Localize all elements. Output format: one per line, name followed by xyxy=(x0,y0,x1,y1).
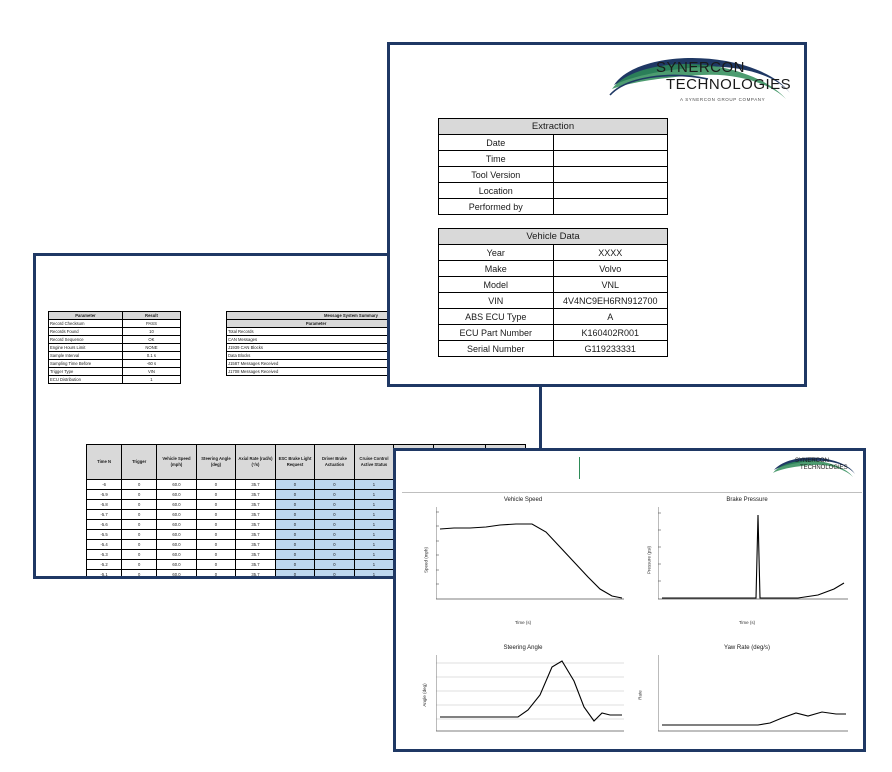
validation-cell: Record Sequence xyxy=(49,336,123,344)
charts-sheet xyxy=(393,448,866,752)
validation-cell: NONE xyxy=(122,344,180,352)
events-cell: 35.7 xyxy=(236,490,276,500)
events-cell: 60.0 xyxy=(157,490,197,500)
table-row xyxy=(439,341,668,357)
chart-plot-area xyxy=(658,655,848,739)
events-cell: 60.0 xyxy=(157,500,197,510)
chart-title: Steering Angle xyxy=(503,645,543,651)
row-value: XXXX xyxy=(553,245,668,261)
synercon-logo-small xyxy=(771,455,857,483)
events-cell: 0 xyxy=(196,560,236,570)
chart-plot-area xyxy=(436,655,624,739)
events-cell: -6 xyxy=(87,480,122,490)
events-cell: 0 xyxy=(122,490,157,500)
events-header-cruise: Cruise Control Active Status xyxy=(354,445,394,480)
events-cell: 1 xyxy=(354,540,394,550)
events-cell: 0 xyxy=(196,480,236,490)
events-cell: 0 xyxy=(196,540,236,550)
extraction-header: Extraction xyxy=(439,119,668,135)
table-row xyxy=(439,135,668,151)
table-row xyxy=(49,328,181,336)
events-cell: 35.7 xyxy=(236,540,276,550)
message-cell: J1708 Messages Received xyxy=(227,368,406,376)
message-summary-title: Message System Summary xyxy=(227,312,476,320)
chart-ylabel: Rate xyxy=(637,690,643,700)
events-cell: -5.3 xyxy=(87,550,122,560)
table-header-row xyxy=(439,229,668,245)
events-cell: 35.7 xyxy=(236,520,276,530)
events-cell: 1 xyxy=(354,560,394,570)
row-label: Year xyxy=(439,245,554,261)
events-cell: 60.0 xyxy=(157,520,197,530)
events-cell: 35.7 xyxy=(236,500,276,510)
events-cell: 0 xyxy=(315,480,355,490)
chart-steering-angle xyxy=(414,643,632,747)
chart-title: Brake Pressure xyxy=(726,497,768,503)
row-label: Serial Number xyxy=(439,341,554,357)
events-cell: -5.8 xyxy=(87,500,122,510)
message-cell: J1939 CAN Blocks xyxy=(227,344,406,352)
synercon-logo xyxy=(608,53,796,115)
events-cell: -5.2 xyxy=(87,560,122,570)
validation-cell: PASS xyxy=(122,320,180,328)
events-header-driver-brake: Driver Brake Actuation xyxy=(315,445,355,480)
events-cell: 0 xyxy=(315,560,355,570)
table-row xyxy=(49,376,181,384)
validation-cell: Records Found xyxy=(49,328,123,336)
events-cell: 0 xyxy=(196,510,236,520)
events-cell: 1 xyxy=(354,490,394,500)
chart-xlabel: Time (s) xyxy=(514,620,532,625)
events-cell: 0 xyxy=(315,530,355,540)
row-value: VNL xyxy=(553,277,668,293)
chart-yaw-rate xyxy=(636,643,858,747)
events-cell: 1 xyxy=(354,480,394,490)
brand-line2: TECHNOLOGIES xyxy=(800,465,848,471)
events-cell: 0 xyxy=(196,530,236,540)
events-cell: 0 xyxy=(196,550,236,560)
events-cell: 35.7 xyxy=(236,550,276,560)
horizontal-divider xyxy=(402,492,862,493)
chart-plot-area xyxy=(658,507,848,609)
table-row xyxy=(49,368,181,376)
table-row xyxy=(439,167,668,183)
message-cell: J1587 Messages Received xyxy=(227,360,406,368)
events-cell: 60.0 xyxy=(157,530,197,540)
validation-cell: 10 xyxy=(122,328,180,336)
events-cell: -5.7 xyxy=(87,510,122,520)
chart-title: Yaw Rate (deg/s) xyxy=(724,645,770,651)
chart-plot-area xyxy=(436,507,624,609)
vehicle-header: Vehicle Data xyxy=(439,229,668,245)
events-cell: 0 xyxy=(315,490,355,500)
row-label: Tool Version xyxy=(439,167,554,183)
row-value xyxy=(553,135,668,151)
validation-cell: 0.1 s xyxy=(122,352,180,360)
events-cell: 0 xyxy=(315,520,355,530)
validation-cell: OK xyxy=(122,336,180,344)
brand-line2: TECHNOLOGIES xyxy=(666,76,792,93)
table-row xyxy=(439,309,668,325)
events-cell: 0 xyxy=(122,500,157,510)
events-cell: 0 xyxy=(196,520,236,530)
events-cell: 0 xyxy=(315,500,355,510)
chart-xlabel: Time (s) xyxy=(738,620,756,625)
events-cell: 0 xyxy=(315,510,355,520)
events-cell: 1 xyxy=(354,550,394,560)
events-cell: 35.7 xyxy=(236,480,276,490)
validation-cell: Engine Hours Limit xyxy=(49,344,123,352)
message-cell: Data Blocks xyxy=(227,352,406,360)
validation-cell: -60 s xyxy=(122,360,180,368)
events-cell: 35.7 xyxy=(236,530,276,540)
chart-title: Vehicle Speed xyxy=(503,497,543,503)
events-cell: 60.0 xyxy=(157,570,197,580)
vertical-divider xyxy=(579,457,580,479)
events-header-time: Time N xyxy=(87,445,122,480)
table-header-row xyxy=(49,312,181,320)
brand-wordmark xyxy=(656,59,791,93)
table-row xyxy=(49,336,181,344)
table-row xyxy=(49,352,181,360)
message-cell: CAN Messages xyxy=(227,336,406,344)
events-header-esc-brake: ESC Brake Light Request xyxy=(275,445,315,480)
extraction-sheet xyxy=(387,42,807,387)
events-cell: 60.0 xyxy=(157,510,197,520)
events-cell: -5.5 xyxy=(87,530,122,540)
table-row xyxy=(49,360,181,368)
events-cell: -5.1 xyxy=(87,570,122,580)
row-label: Make xyxy=(439,261,554,277)
table-row xyxy=(439,293,668,309)
events-cell: 0 xyxy=(275,530,315,540)
row-value: Volvo xyxy=(553,261,668,277)
validation-table xyxy=(48,311,181,384)
events-cell: 0 xyxy=(275,520,315,530)
events-cell: 1 xyxy=(354,520,394,530)
table-row xyxy=(49,344,181,352)
row-label: Time xyxy=(439,151,554,167)
vehicle-data-table xyxy=(438,228,668,357)
events-header-steering: Steering Angle (deg) xyxy=(196,445,236,480)
events-cell: 1 xyxy=(354,530,394,540)
row-label: Date xyxy=(439,135,554,151)
chart-ylabel: Speed (mph) xyxy=(423,546,429,574)
events-cell: 0 xyxy=(196,490,236,500)
events-header-speed: Vehicle Speed (mph) xyxy=(157,445,197,480)
row-value: A xyxy=(553,309,668,325)
chart-ylabel: Pressure (psi) xyxy=(646,545,652,575)
events-cell: 1 xyxy=(354,570,394,580)
validation-header-parameter: Parameter xyxy=(49,312,123,320)
brand-tagline: A SYNERCON GROUP COMPANY xyxy=(680,97,766,102)
events-cell: 0 xyxy=(315,550,355,560)
chart-ylabel: Angle (deg) xyxy=(422,683,428,707)
events-cell: 0 xyxy=(122,540,157,550)
validation-cell: Sampling Time Before xyxy=(49,360,123,368)
events-header-axial: Axial Rate (rad/s) (°/s) xyxy=(236,445,276,480)
events-cell: 0 xyxy=(196,570,236,580)
validation-cell: VIN xyxy=(122,368,180,376)
extraction-table xyxy=(438,118,668,215)
table-row xyxy=(439,245,668,261)
validation-cell: Record Checksum xyxy=(49,320,123,328)
table-row xyxy=(439,199,668,215)
validation-header-result: Result xyxy=(122,312,180,320)
brand-line1: SYNERCON xyxy=(795,458,830,464)
events-cell: 0 xyxy=(315,570,355,580)
events-cell: 0 xyxy=(315,540,355,550)
row-label: ABS ECU Type xyxy=(439,309,554,325)
row-label: Model xyxy=(439,277,554,293)
events-cell: 60.0 xyxy=(157,550,197,560)
events-cell: 60.0 xyxy=(157,480,197,490)
events-cell: 0 xyxy=(275,510,315,520)
validation-cell: ECU Distribution xyxy=(49,376,123,384)
events-cell: -5.6 xyxy=(87,520,122,530)
validation-cell: Trigger Type xyxy=(49,368,123,376)
row-value xyxy=(553,199,668,215)
table-row xyxy=(439,261,668,277)
events-cell: 0 xyxy=(122,530,157,540)
row-label: Location xyxy=(439,183,554,199)
events-cell: 35.7 xyxy=(236,560,276,570)
events-cell: 0 xyxy=(275,500,315,510)
events-cell: 0 xyxy=(122,560,157,570)
validation-cell: Sample Interval xyxy=(49,352,123,360)
row-value xyxy=(553,167,668,183)
row-label: Performed by xyxy=(439,199,554,215)
row-value: G119233331 xyxy=(553,341,668,357)
table-row xyxy=(439,277,668,293)
events-cell: -5.9 xyxy=(87,490,122,500)
events-cell: 0 xyxy=(275,480,315,490)
events-cell: 0 xyxy=(122,570,157,580)
table-row xyxy=(439,151,668,167)
row-value: K160402R001 xyxy=(553,325,668,341)
events-cell: 60.0 xyxy=(157,540,197,550)
row-value xyxy=(553,183,668,199)
events-cell: 35.7 xyxy=(236,510,276,520)
table-row xyxy=(439,325,668,341)
events-cell: -5.4 xyxy=(87,540,122,550)
events-cell: 0 xyxy=(122,520,157,530)
events-cell: 0 xyxy=(275,560,315,570)
events-cell: 0 xyxy=(122,480,157,490)
events-cell: 0 xyxy=(275,490,315,500)
events-cell: 0 xyxy=(275,540,315,550)
events-cell: 35.7 xyxy=(236,570,276,580)
message-cell: Total Records xyxy=(227,328,406,336)
events-cell: 0 xyxy=(122,550,157,560)
events-cell: 60.0 xyxy=(157,560,197,570)
table-row xyxy=(49,320,181,328)
table-header-row xyxy=(439,119,668,135)
row-label: ECU Part Number xyxy=(439,325,554,341)
events-header-trigger: Trigger xyxy=(122,445,157,480)
events-cell: 0 xyxy=(122,510,157,520)
chart-vehicle-speed xyxy=(414,495,632,625)
message-header-parameter: Parameter xyxy=(227,320,406,328)
events-cell: 1 xyxy=(354,510,394,520)
events-cell: 1 xyxy=(354,500,394,510)
validation-cell: 1 xyxy=(122,376,180,384)
table-row xyxy=(439,183,668,199)
events-cell: 0 xyxy=(275,550,315,560)
row-value xyxy=(553,151,668,167)
events-cell: 0 xyxy=(196,500,236,510)
events-cell: 0 xyxy=(275,570,315,580)
chart-brake-pressure xyxy=(636,495,858,625)
row-value: 4V4NC9EH6RN912700 xyxy=(553,293,668,309)
brand-wordmark-small xyxy=(795,458,848,472)
row-label: VIN xyxy=(439,293,554,309)
brand-line1: SYNERCON xyxy=(656,59,746,76)
